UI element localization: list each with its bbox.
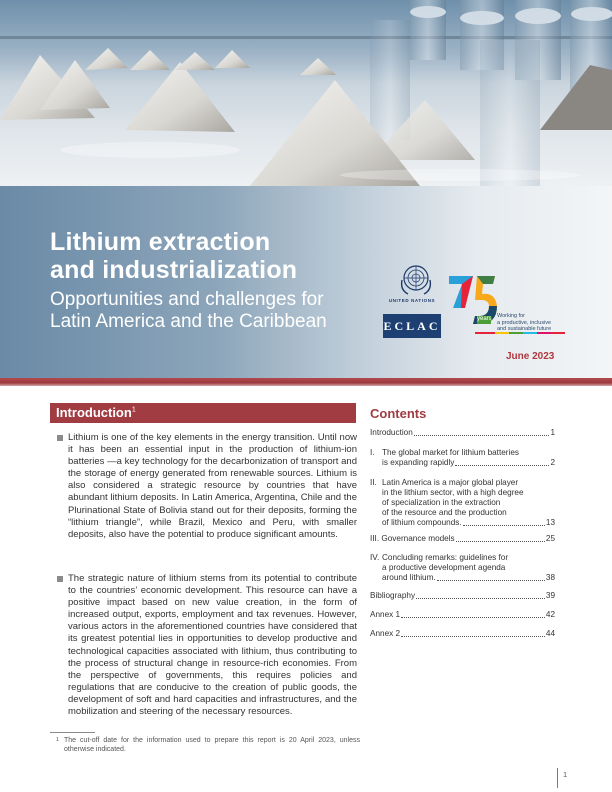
toc-entry-line: of specialization in the extraction xyxy=(382,498,501,507)
toc-page-number: 13 xyxy=(545,518,555,527)
tagline-line-3: and sustainable future xyxy=(497,326,552,332)
report-title-line-1: Lithium extraction xyxy=(50,228,271,256)
toc-page-number: 42 xyxy=(545,610,555,619)
report-title-line-2: and industrialization xyxy=(50,256,298,284)
introduction-heading xyxy=(56,405,136,420)
toc-entry-line: The global market for lithium batteries xyxy=(382,448,519,457)
report-title xyxy=(50,228,380,284)
toc-entry-annex-2[interactable] xyxy=(370,629,555,639)
un-label: UNITED NATIONS xyxy=(388,298,436,303)
toc-page-number: 1 xyxy=(550,428,555,437)
introduction-heading-text: Introduction xyxy=(56,405,132,420)
toc-entry-annex-1[interactable] xyxy=(370,610,555,620)
footnote xyxy=(50,737,360,754)
introduction-footnote-ref: 1 xyxy=(131,406,136,414)
toc-entry-line: a productive development agenda xyxy=(382,563,506,572)
toc-entry-label: Annex 2 xyxy=(370,629,401,638)
toc-entry-bibliography[interactable] xyxy=(370,591,555,601)
contents-heading: Contents xyxy=(370,406,427,421)
toc-page-number: 25 xyxy=(545,534,555,543)
footnote-number: 1 xyxy=(56,737,60,743)
toc-entry-chapter-4[interactable] xyxy=(370,553,555,583)
toc-entry-label: Introduction xyxy=(370,428,413,437)
publication-date: June 2023 xyxy=(506,351,555,362)
toc-entry-chapter-3[interactable] xyxy=(370,534,555,544)
toc-entry-label: is expanding rapidly xyxy=(382,458,455,467)
intro-paragraph-1: Lithium is one of the key elements in the energy transition. Until now it has been an essential input in the production of lithium-ion batteries —a key technology for the decarbonization of transport and the storage of energy generated from renewable sources. Lithium is also considered a strategic resource by countries that have abundant lithium deposits. In Latin America, Argentina, Chile and the Plurinational State of Bolivia stand out for their deposits, forming the “lithium triangle”, while Brazil, Mexico and Peru, with smaller deposits, also have the potential to produce significant amounts. xyxy=(68,432,357,540)
eclac-logo: ECLAC xyxy=(383,314,441,338)
toc-leader xyxy=(455,458,549,466)
toc-leader xyxy=(416,591,545,599)
tagline xyxy=(497,313,567,333)
toc-entry-line: Concluding remarks: guidelines for xyxy=(382,553,509,562)
toc-entry-label: Bibliography xyxy=(370,591,416,600)
intro-paragraph-2: The strategic nature of lithium stems from its potential to contribute to the countries’ economic development. This resource can have a positive impact based on new value creation, in the form of increased output, exports, employment and tax revenues. However, various actors in the aforementioned countries have considered that its greatest potential lies in opportunities to develop productive and technological capacities associated with lithium, thus contributing to the process of structural change in resource-rich economies. From the perspective of governments, this requires policies and regulations that are conducive to the creation of public goods, the development of soft and hard capacities and infrastructures, and the mobilization and steering of the necessary resources. xyxy=(68,573,357,718)
toc-chapter-number: II. xyxy=(370,478,377,487)
footnote-divider xyxy=(50,732,95,733)
toc-leader xyxy=(414,428,550,436)
toc-page-number: 2 xyxy=(550,458,555,467)
anniversary-years-text: years xyxy=(477,316,492,322)
toc-leader xyxy=(401,629,545,637)
accent-rule xyxy=(0,378,612,386)
toc-leader xyxy=(437,573,545,581)
footnote-text: The cut-off date for the information used to prepare this report is 20 April 2023, unless otherwise indicated. xyxy=(64,737,360,753)
cover-photo xyxy=(0,0,612,186)
toc-entry-chapter-1[interactable] xyxy=(370,448,555,468)
toc-chapter-number: IV. xyxy=(370,553,380,562)
page-number: 1 xyxy=(563,770,568,779)
toc-leader xyxy=(456,534,545,542)
tagline-line-2: a productive, inclusive xyxy=(497,319,552,326)
report-subtitle-line-1: Opportunities and challenges for xyxy=(50,289,324,310)
report-subtitle xyxy=(50,289,370,333)
toc-page-number: 39 xyxy=(545,591,555,600)
tagline-line-1: Working for xyxy=(497,313,526,319)
toc-entry-label: Annex 1 xyxy=(370,610,401,619)
toc-leader xyxy=(463,518,545,526)
page-number-divider xyxy=(557,768,558,788)
toc-entry-label: III. Governance models xyxy=(370,534,455,543)
toc-leader xyxy=(401,610,545,618)
introduction-header xyxy=(50,403,356,423)
toc-entry-label: of lithium compounds. xyxy=(382,518,462,527)
toc-entry-introduction[interactable] xyxy=(370,428,555,438)
square-bullet-icon xyxy=(57,576,63,582)
toc-entry-line: Latin America is a major global player xyxy=(382,478,519,487)
toc-page-number: 38 xyxy=(545,573,555,582)
toc-chapter-number: I. xyxy=(370,448,375,457)
toc-page-number: 44 xyxy=(545,629,555,638)
toc-entry-label: around lithium. xyxy=(382,573,436,582)
report-subtitle-line-2: Latin America and the Caribbean xyxy=(50,311,327,332)
toc-entry-line: in the lithium sector, with a high degree xyxy=(382,488,524,497)
square-bullet-icon xyxy=(57,435,63,441)
toc-entry-chapter-2[interactable] xyxy=(370,478,555,528)
toc-entry-line: of the resource and the production xyxy=(382,508,507,517)
